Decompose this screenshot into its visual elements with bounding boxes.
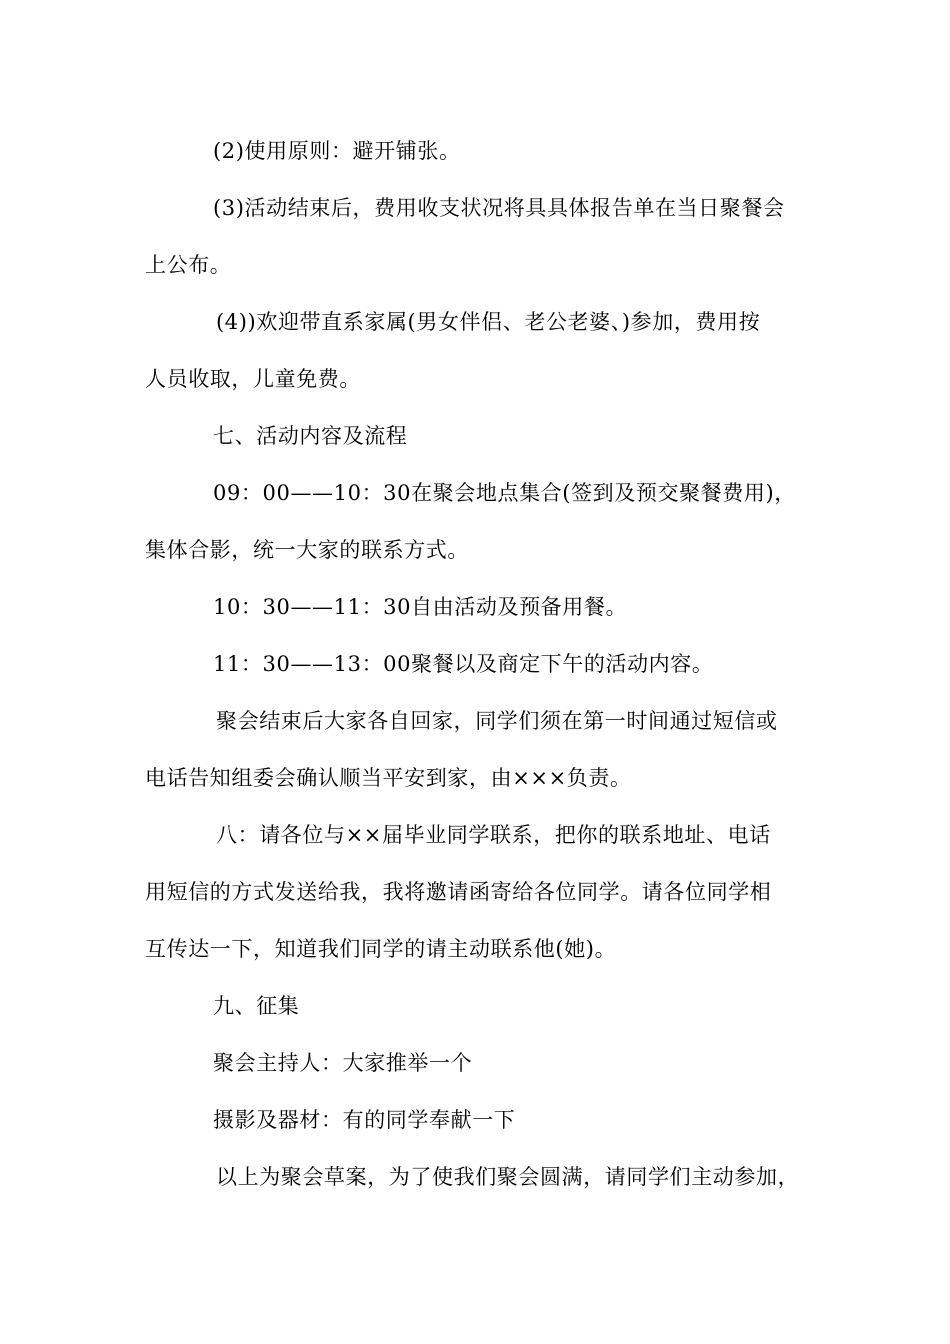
paragraph-line: 聚会主持人：大家推举一个 xyxy=(213,1051,473,1075)
paragraph-line: 人员收取，儿童免费。 xyxy=(145,367,361,391)
paragraph-line: 摄影及器材：有的同学奉献一下 xyxy=(213,1108,516,1132)
paragraph-line: 10：30——11：30自由活动及预备用餐。 xyxy=(213,595,628,619)
paragraph-line: 上公布。 xyxy=(145,253,232,277)
section-heading: 七、活动内容及流程 xyxy=(213,424,408,448)
paragraph-line: 集体合影，统一大家的联系方式。 xyxy=(145,538,469,562)
paragraph-line: (4))欢迎带直系家属(男女伴侣、老公老婆、)参加，费用按 xyxy=(216,310,761,334)
paragraph-line: 互传达一下，知道我们同学的请主动联系他(她)。 xyxy=(145,937,617,961)
paragraph-line: 09：00——10：30在聚会地点集合(签到及预交聚餐费用)， xyxy=(213,481,796,505)
paragraph-line: 聚会结束后大家各自回家，同学们须在第一时间通过短信或 xyxy=(216,709,778,733)
paragraph-line: (2)使用原则：避开铺张。 xyxy=(213,139,461,163)
paragraph-line: 11：30——13：00聚餐以及商定下午的活动内容。 xyxy=(213,652,714,676)
paragraph-line: 电话告知组委会确认顺当平安到家，由×××负责。 xyxy=(145,766,632,790)
paragraph-line: 八：请各位与××届毕业同学联系，把你的联系地址、电话 xyxy=(216,823,771,847)
paragraph-line: (3)活动结束后，费用收支状况将具具体报告单在当日聚餐会 xyxy=(213,196,785,220)
paragraph-line: 以上为聚会草案，为了使我们聚会圆满，请同学们主动参加， xyxy=(216,1165,800,1189)
paragraph-line: 用短信的方式发送给我，我将邀请函寄给各位同学。请各位同学相 xyxy=(145,880,772,904)
section-heading: 九、征集 xyxy=(213,994,300,1018)
